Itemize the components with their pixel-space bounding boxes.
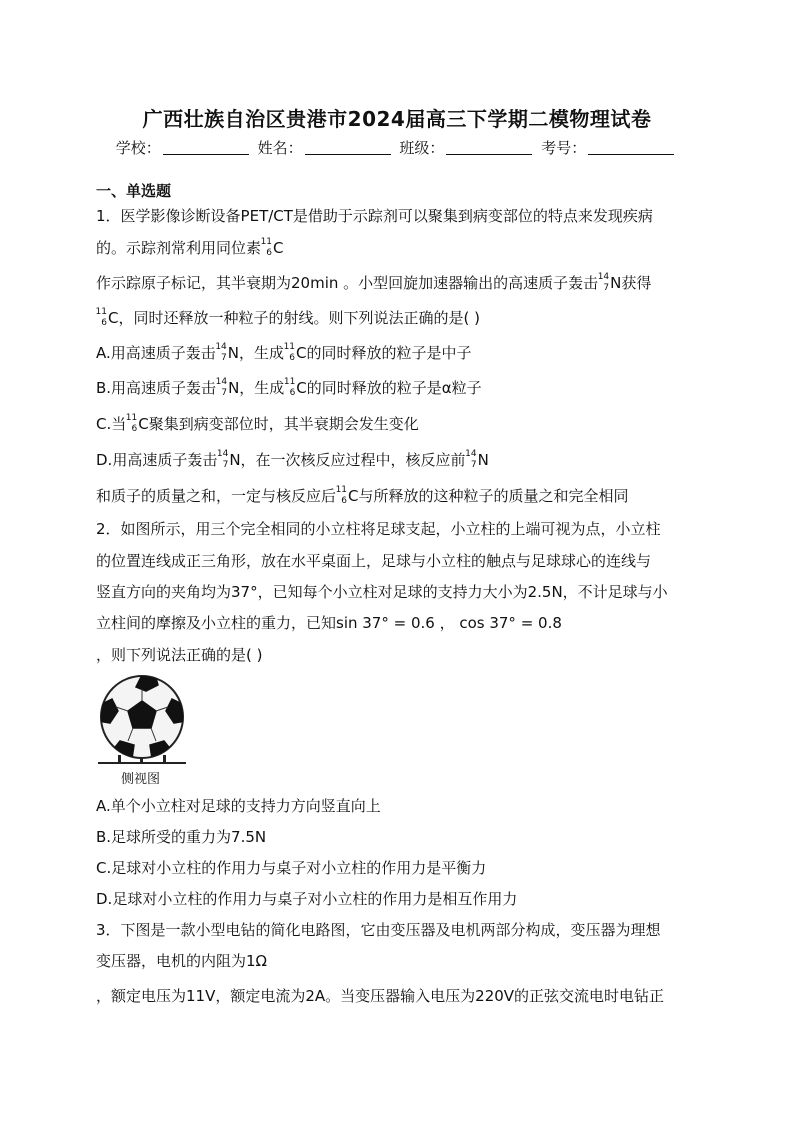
isotope-n14: 14 7 (597, 272, 610, 293)
q3-line-1: 3．下图是一款小型电钻的简化电路图，它由变压器及电机两部分构成，变压器为理想 (96, 921, 661, 939)
class-blank[interactable] (446, 140, 532, 155)
q1-line-1: 1．医学影像诊断设备PET/CT是借助于示踪剂可以聚集到病变部位的特点来发现疾病 (96, 207, 653, 225)
student-info-line (0, 137, 794, 158)
isotope-c11: 11 6 (125, 413, 138, 434)
q2-line-3: 竖直方向的夹角均为37°，已知每个小立柱对足球的支持力大小为2.5N，不计足球与小 (96, 583, 668, 601)
number-blank[interactable] (588, 140, 674, 155)
isotope-c11: 11 6 (283, 377, 296, 398)
class-label: 班级： (399, 139, 445, 157)
name-label: 姓名： (257, 139, 303, 157)
q1-option-b[interactable]: B.用高速质子轰击 14 7 N，生成 11 6 C的同时释放的粒子是α粒子 (96, 377, 482, 398)
isotope-n14: 14 7 (216, 449, 229, 470)
number-label: 考号： (541, 139, 587, 157)
q2-option-c[interactable]: C.足球对小立柱的作用力与桌子对小立柱的作用力是平衡力 (96, 859, 487, 877)
name-blank[interactable] (305, 140, 391, 155)
q1-option-d-cont: 和质子的质量之和，一定与核反应后 11 6 C与所释放的这种粒子的质量之和完全相同 (96, 485, 629, 506)
q3-line-3: ，额定电压为11V，额定电流为2A。当变压器输入电压为220V的正弦交流电时电钻正 (96, 987, 665, 1005)
q1-line-4: 11 6 C，同时还释放一种粒子的射线。则下列说法正确的是( ) (95, 307, 480, 328)
isotope-n14: 14 7 (465, 449, 477, 470)
school-label: 学校： (115, 139, 161, 157)
q1-option-c[interactable]: C.当 11 6 C聚集到病变部位时，其半衰期会发生变化 (96, 413, 419, 434)
isotope-n14: 14 7 (215, 377, 228, 398)
q2-option-b[interactable]: B.足球所受的重力为7.5N (96, 828, 267, 846)
q2-line-2: 的位置连线成正三角形，放在水平桌面上，足球与小立柱的触点与足球球心的连线与 (96, 552, 652, 570)
isotope-c11: 11 6 (260, 237, 273, 258)
q1-option-a[interactable]: A.用高速质子轰击 14 7 N，生成 11 6 C的同时释放的粒子是中子 (96, 342, 472, 363)
section-heading: 一、单选题 (96, 182, 172, 200)
q3-line-2: 变压器，电机的内阻为1Ω (96, 952, 268, 970)
school-blank[interactable] (163, 140, 249, 155)
q2-option-a[interactable]: A.单个小立柱对足球的支持力方向竖直向上 (96, 797, 381, 815)
q1-line-3: 作示踪原子标记，其半衰期为20min 。小型回旋加速器输出的高速质子轰击 14 7 N获得 (96, 272, 652, 293)
q2-option-d[interactable]: D.足球对小立柱的作用力与桌子对小立柱的作用力是相互作用力 (96, 890, 518, 908)
page-title: 广西壮族自治区贵港市2024届高三下学期二模物理试卷 (142, 107, 652, 131)
q1-option-d[interactable]: D.用高速质子轰击 14 7 N，在一次核反应过程中，核反应前 14 7 N (96, 449, 489, 470)
figure-caption: 侧视图 (121, 772, 161, 787)
q2-line-1: 2．如图所示，用三个完全相同的小立柱将足球支起，小立柱的上端可视为点，小立柱 (96, 520, 661, 538)
isotope-c11: 11 6 (95, 307, 107, 328)
q2-line-4: 立柱间的摩擦及小立柱的重力，已知sin 37° = 0.6 ， cos 37° = 0.8 (96, 614, 562, 632)
isotope-c11: 11 6 (283, 342, 296, 363)
isotope-n14: 14 7 (215, 342, 227, 363)
q2-line-5: ，则下列说法正确的是( ) (96, 646, 263, 664)
q1-line-2: 的。示踪剂常利用同位素 11 6 C (96, 237, 284, 258)
isotope-c11: 11 6 (335, 485, 348, 506)
